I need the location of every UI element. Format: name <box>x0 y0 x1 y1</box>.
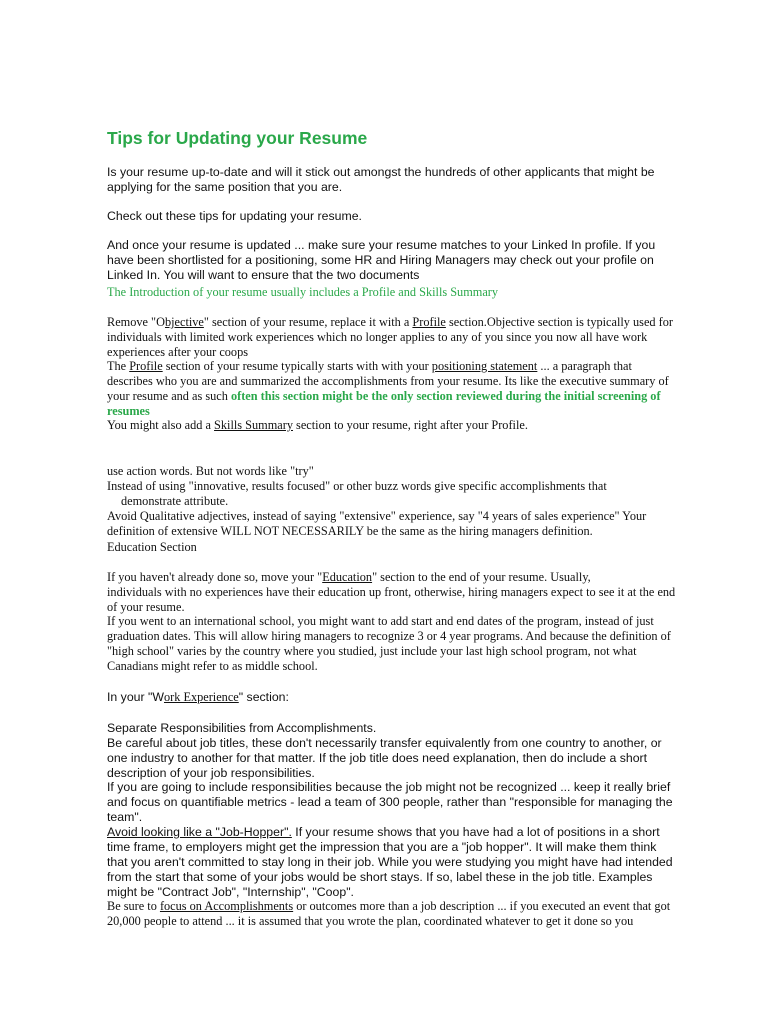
intro-paragraph-3: And once your resume is updated ... make sure your resume matches to your Linked In profile. If you have been shortlisted for a positioning, some HR and Hiring Managers may check out your profile on Linked In. You will want to ensure that the two documents <box>107 238 656 282</box>
text: If your resume shows that you have had a lot of positions in a short time frame, to employers might get the impression that you are a "job hopper". It will make them think that you aren't committed to stay long in their job. While you were studying you might have had intended from the start that some of your jobs would be short stays. If so, label these in the job title. Examples might be "Contract Job", "Internship", "Coop". <box>107 825 673 899</box>
text: Instead of using "innovative, results focused" or other buzz words give specific accomplishments that <box>107 479 607 493</box>
intro-green-line: The Introduction of your resume usually includes a Profile and Skills Summary <box>107 285 499 299</box>
text: ... a paragraph that describes who you are and summarized the accomplishments from your resume. Its like the executive summary of your resume and as such <box>107 359 669 403</box>
text: " section: <box>238 690 289 704</box>
profile-link: Profile <box>129 359 163 373</box>
education-link: Education <box>322 570 373 584</box>
skills-summary-link: Skills Summary <box>214 418 293 432</box>
education-paragraph <box>107 570 677 615</box>
accomplishments-paragraph <box>107 899 677 929</box>
text: section to your resume, right after your Profile. <box>292 418 528 432</box>
text: Remove "O <box>107 315 165 329</box>
action-words-line: use action words. But not words like "try" <box>107 464 314 478</box>
intro-paragraph-2: Check out these tips for updating your resume. <box>107 209 362 223</box>
work-experience-line <box>107 690 677 705</box>
text: If you haven't already done so, move your " <box>107 570 323 584</box>
adjectives-paragraph: Avoid Qualitative adjectives, instead of saying "extensive" experience, say "4 years of sales experience" Your definition of extensive WILL NOT NECESSARILY be the same as the hiring managers definition. <box>107 509 647 538</box>
text: The <box>107 359 130 373</box>
text: You might also add a <box>107 418 215 432</box>
responsibilities-paragraph: If you are going to include responsibilities because the job might not be recognized ... keep it really brief and focus on quantifiable metrics - lead a team of 300 people, rather than "responsible for managing the team". <box>107 780 673 824</box>
skills-paragraph <box>107 418 677 433</box>
text: " section of your resume, replace it with a <box>203 315 413 329</box>
objective-paragraph <box>107 315 677 360</box>
text: section of your resume typically starts with with your <box>162 359 432 373</box>
work-experience-link: ork Experience <box>163 690 239 704</box>
accomplishments-link: focus on Accomplishments <box>159 899 294 913</box>
text: " section to the end of your resume. Usually, <box>372 570 591 584</box>
job-titles-paragraph: Be careful about job titles, these don't necessarily transfer equivalently from one country to another, or one industry to another for that matter. If the job title does need explanation, then do include a short description of your job responsibilities. <box>107 736 662 780</box>
objective-link: bjective <box>164 315 204 329</box>
buzz-words-line <box>107 479 677 509</box>
text: section.Objective section is typically used for individuals with limited work experiences which no longer applies to any of you since you now all have work experiences after your coops <box>107 315 673 359</box>
profile-link: Profile <box>412 315 446 329</box>
text: or outcomes more than a job description ... if you executed an event that got 20,000 people to attend ... it is assumed that you wrote the plan, coordinated whatever to get it done so you <box>107 899 671 928</box>
text: individuals with no experiences have their education up front, otherwise, hiring managers expect to see it at the end of your resume. <box>107 585 676 614</box>
text: In your "W <box>107 690 164 704</box>
positioning-statement-link: positioning statement <box>431 359 538 373</box>
profile-paragraph <box>107 359 677 419</box>
text: Be sure to <box>107 899 160 913</box>
international-paragraph: If you went to an international school, you might want to add start and end dates of the program, instead of just graduation dates. This will allow hiring managers to recognize 3 or 4 year programs. And because the definition of "high school" varies by the country where you studied, just include your last high school program, not what Canadians might refer to as middle school. <box>107 614 671 673</box>
separate-line: Separate Responsibilities from Accomplishments. <box>107 721 377 735</box>
intro-paragraph-1: Is your resume up-to-date and will it stick out amongst the hundreds of other applicants that might be applying for the same position that you are. <box>107 165 655 194</box>
text-indented: demonstrate attribute. <box>121 494 229 508</box>
page-title: Tips for Updating your Resume <box>107 128 368 148</box>
job-hopper-link: Avoid looking like a "Job-Hopper". <box>107 825 292 839</box>
highlight-text: often this section might be the only section reviewed during the initial screening of resumes <box>107 389 661 418</box>
job-hopper-paragraph <box>107 825 677 900</box>
education-heading: Education Section <box>107 540 197 554</box>
